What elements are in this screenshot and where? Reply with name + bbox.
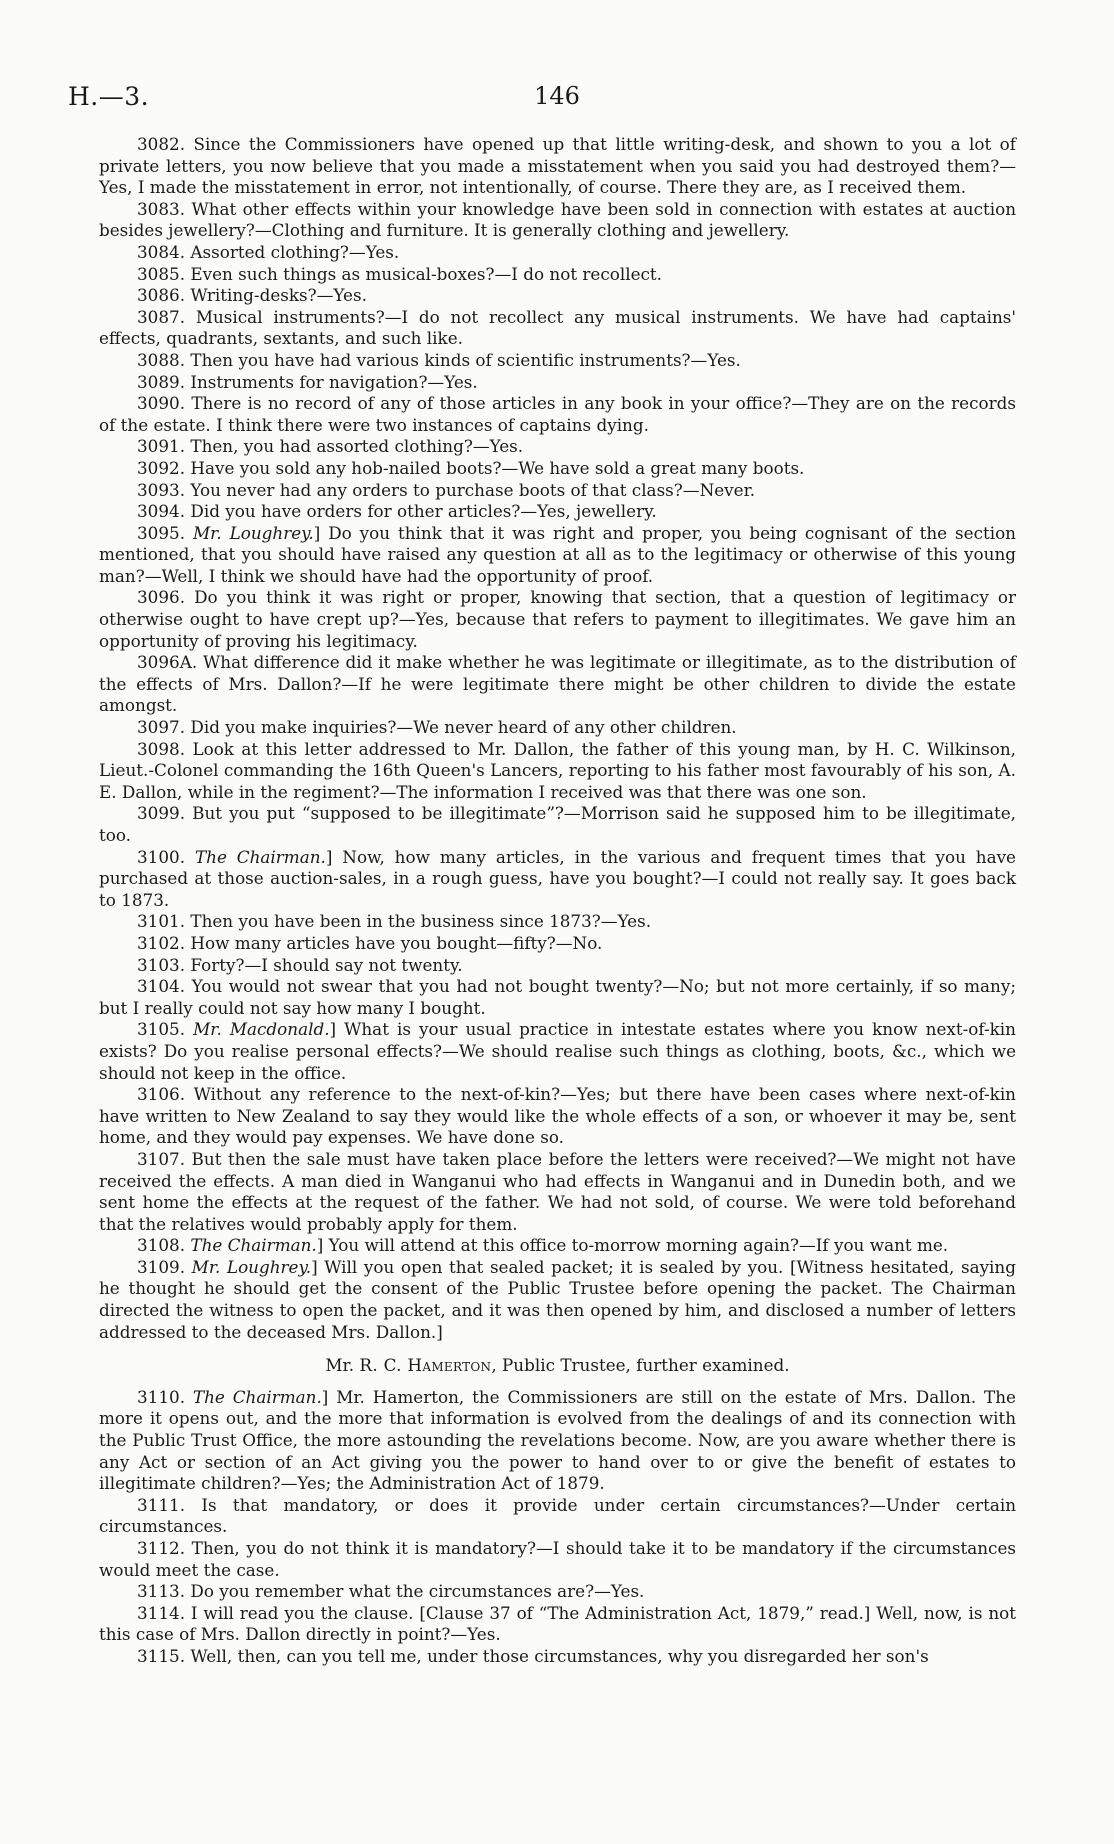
page-number: 146: [534, 82, 580, 110]
question-answer-paragraph: 3106. Without any reference to the next-of-kin?—Yes; but there have been cases where next-of-kin have written to New Zealand to say they would like the whole effects of a son, or whoever it may be, sent home, and they would pay expenses. We have done so.: [99, 1084, 1016, 1148]
witness-subheading: Mr. R. C. Hamerton, Public Trustee, further examined.: [325, 1355, 790, 1376]
question-answer-paragraph: 3090. There is no record of any of those articles in any book in your office?—They are on the records of the estate. I think there were two instances of captains dying.: [99, 393, 1016, 435]
speaker-name: Mr. Macdonald.: [193, 1019, 330, 1040]
document-body: [99, 134, 1016, 1668]
speaker-name: The Chairman.: [190, 1235, 317, 1256]
question-answer-paragraph: 3084. Assorted clothing?—Yes.: [137, 241, 400, 262]
question-answer-paragraph: 3087. Musical instruments?—I do not recollect any musical instruments. We have had captains' effects, quadrants, sextants, and such like.: [99, 306, 1016, 349]
speaker-name: The Chairman.: [194, 846, 326, 867]
question-answer-paragraph: 3111. Is that mandatory, or does it provide under certain circumstances?—Under certain circumstances.: [99, 1494, 1016, 1537]
question-answer-paragraph: 3085. Even such things as musical-boxes?—I do not recollect.: [137, 263, 663, 284]
speaker-name: Mr. Loughrey.: [191, 1256, 312, 1277]
question-answer-paragraph: 3099. But you put “supposed to be illegitimate”?—Morrison said he supposed him to be illegitimate, too.: [99, 803, 1016, 845]
question-answer-paragraph: 3100. The Chairman.] Now, how many articles, in the various and frequent times that you have purchased at those auction-sales, in a rough guess, have you bought?—I could not really say. It goes back to 1873.: [99, 846, 1016, 910]
question-answer-paragraph: 3089. Instruments for navigation?—Yes.: [137, 371, 478, 392]
question-answer-paragraph: 3086. Writing-desks?—Yes.: [137, 285, 367, 306]
question-answer-paragraph: 3107. But then the sale must have taken place before the letters were received?—We might not have received the effects. A man died in Wanganui who had effects in Wanganui and in Dunedin both, and we sent home the effects at the request of the father. We had not sold, of course. We were told beforehand that the relatives would probably apply for them.: [99, 1148, 1016, 1234]
question-answer-paragraph: 3083. What other effects within your knowledge have been sold in connection with estates at auction besides jewellery?—Clothing and furniture. It is generally clothing and jewellery.: [99, 198, 1016, 241]
page-header: [68, 82, 1046, 122]
question-answer-paragraph: 3094. Did you have orders for other articles?—Yes, jewellery.: [137, 501, 657, 522]
question-answer-paragraph: 3115. Well, then, can you tell me, under those circumstances, why you disregarded her son's: [137, 1645, 929, 1666]
question-answer-paragraph: 3093. You never had any orders to purchase boots of that class?—Never.: [137, 479, 756, 500]
question-answer-paragraph: 3105. Mr. Macdonald.] What is your usual practice in intestate estates where you know next-of-kin exists? Do you realise personal effects?—We should realise such things as clothing, boots, &c., which we should not keep in the office.: [99, 1019, 1016, 1083]
question-answer-paragraph: 3110. The Chairman.] Mr. Hamerton, the Commissioners are still on the estate of Mrs. Dallon. The more it opens out, and the more that information is evolved from the dealings of and its connection with the Public Trust Office, the more astounding the revelations become. Now, are you aware whether there is any Act or section of an Act giving you the power to hand over to or give the benefit of estates to illegitimate children?—Yes; the Administration Act of 1879.: [99, 1386, 1016, 1494]
question-answer-paragraph: 3095. Mr. Loughrey.] Do you think that it was right and proper, you being cognisant of the section mentioned, that you should have raised any question at all as to the legitimacy or otherwise of this young man?—Well, I think we should have had the opportunity of proof.: [99, 522, 1016, 586]
question-answer-paragraph: 3114. I will read you the clause. [Clause 37 of “The Administration Act, 1879,” read.] Well, now, is not this case of Mrs. Dallon directly in point?—Yes.: [99, 1602, 1016, 1645]
speaker-name: The Chairman.: [192, 1386, 322, 1407]
question-answer-paragraph: 3112. Then, you do not think it is mandatory?—I should take it to be mandatory if the circumstances would meet the case.: [99, 1538, 1016, 1580]
speaker-name: Mr. Loughrey.: [192, 522, 314, 543]
question-answer-paragraph: 3101. Then you have been in the business since 1873?—Yes.: [137, 911, 652, 932]
question-answer-paragraph: 3092. Have you sold any hob-nailed boots?—We have sold a great many boots.: [137, 457, 805, 478]
question-answer-paragraph: 3098. Look at this letter addressed to Mr. Dallon, the father of this young man, by H. C. Wilkinson, Lieut.-Colonel commanding the 16th Queen's Lancers, reporting to his father most favourably of his son, A. E. Dallon, while in the regiment?—The information I received was that there was one son.: [99, 738, 1016, 802]
question-answer-paragraph: 3109. Mr. Loughrey.] Will you open that sealed packet; it is sealed by you. [Witness hesitated, saying he thought he should get the consent of the Public Trustee before opening the packet. The Chairman directed the witness to open the packet, and it was then opened by him, and disclosed a number of letters addressed to the deceased Mrs. Dallon.]: [99, 1256, 1016, 1342]
question-answer-paragraph: 3082. Since the Commissioners have opened up that little writing-desk, and shown to you a lot of private letters, you now believe that you made a misstatement when you said you had destroyed them?—Yes, I made the misstatement in error, not intentionally, of course. There they are, as I received them.: [99, 134, 1016, 198]
question-answer-paragraph: 3108. The Chairman.] You will attend at this office to-morrow morning again?—If you want me.: [137, 1235, 949, 1256]
question-answer-paragraph: 3103. Forty?—I should say not twenty.: [137, 954, 463, 975]
question-answer-paragraph: 3096A. What difference did it make whether he was legitimate or illegitimate, as to the distribution of the effects of Mrs. Dallon?—If he were legitimate there might be other children to divide the estate amongst.: [99, 652, 1016, 716]
testimony-section-2: [99, 1387, 1016, 1668]
document-reference: H.—3.: [68, 82, 150, 111]
question-answer-paragraph: 3088. Then you have had various kinds of scientific instruments?—Yes.: [137, 349, 741, 370]
question-answer-paragraph: 3102. How many articles have you bought—fifty?—No.: [137, 932, 603, 953]
question-answer-paragraph: 3091. Then, you had assorted clothing?—Yes.: [137, 436, 524, 457]
testimony-section-1: [99, 134, 1016, 1343]
question-answer-paragraph: 3096. Do you think it was right or proper, knowing that section, that a question of legitimacy or otherwise ought to have crept up?—Yes, because that refers to payment to illegitimates. We gave him an opportunity of proving his legitimacy.: [99, 587, 1016, 651]
question-answer-paragraph: 3104. You would not swear that you had not bought twenty?—No; but not more certainly, if so many; but I really could not say how many I bought.: [99, 976, 1016, 1018]
witness-name: R. C. Hamerton: [359, 1355, 492, 1376]
question-answer-paragraph: 3097. Did you make inquiries?—We never heard of any other children.: [137, 717, 737, 738]
question-answer-paragraph: 3113. Do you remember what the circumstances are?—Yes.: [137, 1581, 645, 1602]
